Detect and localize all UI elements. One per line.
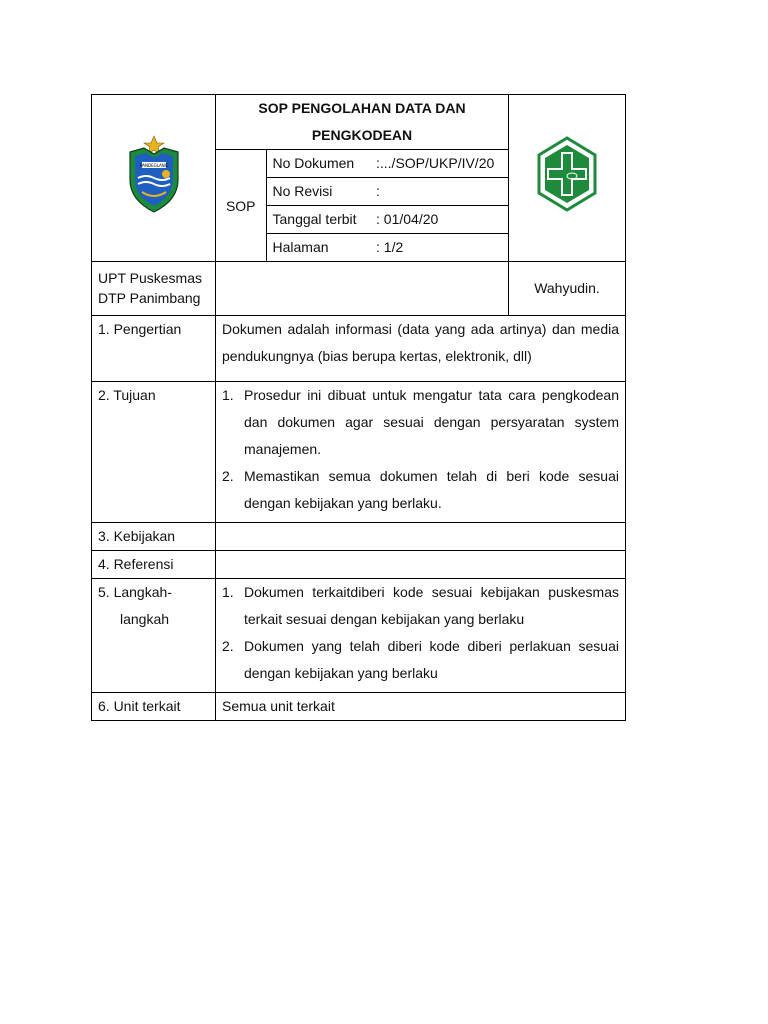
list-item [222,382,619,463]
meta-label-no-revisi: No Revisi [266,178,376,206]
section-label-langkah-line-1: 5. Langkah- [98,584,172,600]
meta-label-tanggal-terbit: Tanggal terbit [266,206,376,234]
list-item-text: Prosedur ini dibuat untuk mengatur tata cara pengkodean dan dokumen agar sesuai dengan persyaratan system manajemen. [244,387,619,457]
meta-label-halaman: Halaman [272,239,329,255]
section-body-referensi [216,551,626,579]
section-label-pengertian: 1. Pengertian [92,316,216,382]
meta-value-tanggal-terbit: : 01/04/20 [376,206,508,234]
section-body-unit-terkait: Semua unit terkait [216,693,626,721]
document-title: SOP PENGOLAHAN DATA DAN PENGKODEAN [216,95,509,150]
svg-text:PANDEGLANG: PANDEGLANG [139,162,168,168]
document-meta [216,150,509,262]
section-label-langkah [92,579,216,693]
section-body-kebijakan [216,523,626,551]
list-item [222,633,619,687]
list-item-number: 1. [222,584,234,600]
section-label-unit-terkait: 6. Unit terkait [92,693,216,721]
regency-logo-cell [92,95,216,262]
meta-label-no-dokumen: No Dokumen [266,150,376,178]
list-item-number: 2. [222,638,234,654]
section-body-pengertian: Dokumen adalah informasi (data yang ada artinya) dan media pendukungnya (bias berupa kertas, elektronik, dll) [216,316,626,382]
langkah-list [222,579,619,687]
meta-value-no-dokumen: :.../SOP/UKP/IV/20 [376,150,508,178]
organization-line-1: UPT Puskesmas [98,270,202,286]
section-body-tujuan [216,382,626,523]
list-item-text: Dokumen terkaitdiberi kode sesuai kebijakan puskesmas terkait sesuai dengan kebijakan yang berlaku [244,584,619,627]
puskesmas-logo-cell [509,95,626,262]
regency-emblem-icon [122,134,186,214]
organization-line-2: DTP Panimbang [98,290,201,306]
section-label-kebijakan: 3. Kebijakan [92,523,216,551]
organization-name [92,262,216,316]
meta-value-halaman: : 1/2 [376,239,404,255]
meta-value-no-revisi: : [376,178,508,206]
list-item-text: Dokumen yang telah diberi kode diberi perlakuan sesuai dengan kebijakan yang berlaku [244,638,619,681]
sop-table [91,94,626,721]
section-label-langkah-line-2: langkah [120,611,170,627]
list-item-number: 2. [222,468,234,484]
puskesmas-logo-icon [536,136,598,212]
section-body-langkah [216,579,626,693]
list-item-text: Memastikan semua dokumen telah di beri kode sesuai dengan kebijakan yang berlaku. [244,468,619,511]
sop-label: SOP [216,150,266,261]
tujuan-list [222,382,619,517]
signature-blank [216,262,509,316]
list-item-number: 1. [222,387,234,403]
section-label-referensi: 4. Referensi [92,551,216,579]
signatory-name: Wahyudin. [509,262,626,316]
list-item [222,463,619,517]
list-item [222,579,619,633]
section-label-tujuan: 2. Tujuan [92,382,216,523]
